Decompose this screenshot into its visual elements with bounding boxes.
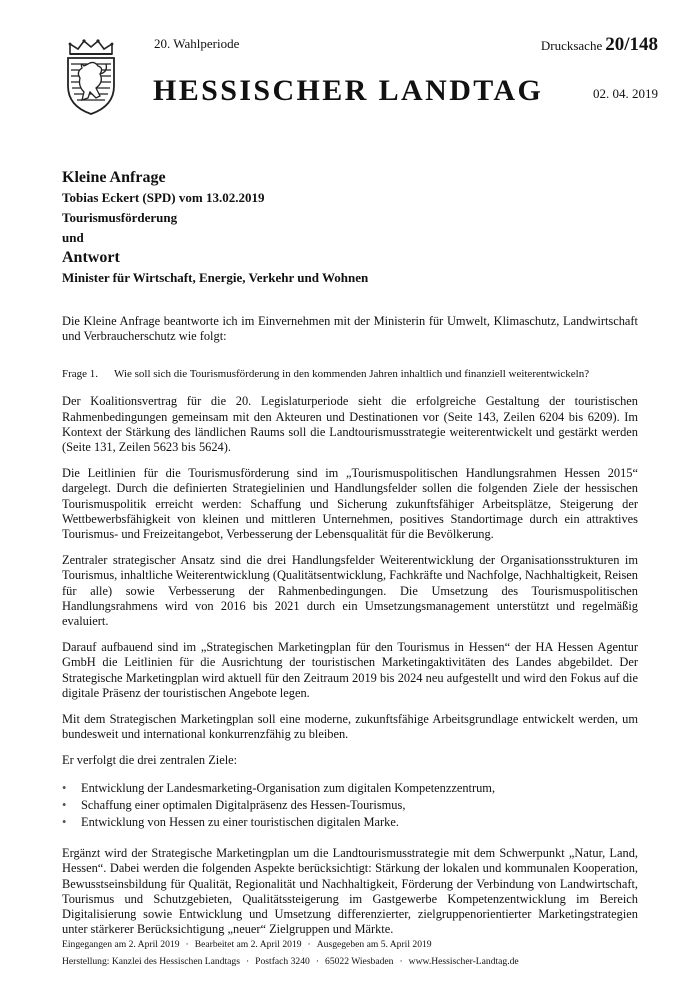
footer-separator: · (307, 939, 311, 950)
hessen-coat-of-arms-icon (62, 38, 120, 116)
answer-label: Antwort (62, 249, 120, 266)
footer-publisher (62, 953, 642, 970)
footer-separator: · (315, 956, 320, 967)
footer-eingegangen: Eingegangen am 2. April 2019 (62, 939, 180, 950)
footer-herstellung: Herstellung: Kanzlei des Hessischen Landtags (62, 956, 240, 967)
document-type: Kleine Anfrage (62, 169, 166, 186)
footer-web-link[interactable]: www.Hessischer-Landtag.de (408, 956, 519, 967)
drucksache (541, 34, 658, 56)
paragraph: Der Koalitionsvertrag für die 20. Legislaturperiode sieht die erfolgreiche Gestaltung der touristischen Rahmenbedingungen gemeinsam mit den Akteuren und Destinationen vor (Seite 143, Zeilen 6204 bis 6209). Im Kontext der Stärkung des ländlichen Raums soll die Landtourismusstrategie weiterentwickelt und gestärkt werden (Seite 131, Zeilen 5623 bis 5624). (62, 394, 638, 455)
footer-separator: · (399, 956, 403, 967)
paragraph: Die Leitlinien für die Tourismusförderung sind im „Tourismuspolitischen Handlungsrahmen Hessen 2015“ dargelegt. Durch die definierten Strategielinien und Handlungsfelder sollen die folgenden Ziele der hessischen Tourismuspolitik erreicht werden: Schaffung und Sicherung zukunftsfähiger Arbeitsplätze, Steigerung der Wettbewerbsfähigkeit von kleinen und mittleren Unternehmen, positives Standortimage durch ein attraktives Tourismus- und Freizeitangebot, Verbesserung der Lebensqualität für die Bevölkerung. (62, 466, 638, 542)
footer-ausgegeben: Ausgegeben am 5. April 2019 (316, 939, 432, 950)
und-label: und (62, 230, 84, 245)
paragraph: Darauf aufbauend sind im „Strategischen Marketingplan für den Tourismus in Hessen“ der HA Hessen Agentur GmbH die Leitlinien für die Ausrichtung der touristischen Marketingaktivitäten des Landes abgebildet. Der Strategische Marketingplan wird aktuell für den Zeitraum 2019 bis 2024 neu aufgestellt und wird den Fokus auf die digitale Präsenz der touristischen Angebote legen. (62, 640, 638, 700)
drucksache-label: Drucksache (540, 38, 603, 53)
ministry: Minister für Wirtschaft, Energie, Verkehr und Wohnen (62, 270, 369, 285)
intro-paragraph: Die Kleine Anfrage beantworte ich im Einvernehmen mit der Ministerin für Umwelt, Klimaschutz, Landwirtschaft und Verbraucherschutz wie folgt: (62, 314, 638, 344)
question-text: Wie soll sich die Tourismusförderung in den kommenden Jahren inhaltlich und finanziell weiterentwickeln? (114, 368, 590, 381)
document-heading (62, 168, 642, 288)
wahlperiode: 20. Wahlperiode (154, 36, 240, 51)
document-date: 02. 04. 2019 (593, 86, 658, 101)
drucksache-number: 20/148 (605, 34, 658, 55)
footer-dates (62, 936, 642, 953)
footer-postfach: Postfach 3240 (255, 956, 310, 967)
closing-paragraph: Ergänzt wird der Strategische Marketingplan um die Landtourismusstrategie mit dem Schwerpunkt „Natur, Land, Hessen“. Dabei werden die folgenden Aspekte berücksichtigt: Stärkung der lokalen und kommunalen Kooperation, Bewusstseinsbildung für Qualität, Regionalität und Nachhaltigkeit, Förderung der Verbindung von Landwirtschaft, Tourismus und Schutzgebieten, Qualitätssteigerung im Gastgewerbe Kompetenzentwicklung im Bereich Digitalisierung sowie Entwicklung und Umsetzung differenzierter, zielgruppenorientierter Marketingstrategien unter stärkerer Berücksichtigung „neuer“ Zielgruppen und Märkte. (62, 846, 638, 937)
page-title: HESSISCHER LANDTAG (153, 74, 544, 107)
footer-separator: · (245, 956, 250, 967)
paragraph: Mit dem Strategischen Marketingplan soll eine moderne, zukunftsfähige Arbeitsgrundlage entwickelt werden, um bundesweit und international konkurrenzfähig zu bleiben. (62, 712, 638, 742)
paragraph: Er verfolgt die drei zentralen Ziele: (62, 753, 238, 768)
document-author: Tobias Eckert (SPD) vom 13.02.2019 (62, 190, 265, 205)
document-body (62, 314, 638, 949)
footer-separator: · (185, 939, 189, 950)
question (62, 368, 638, 381)
list-item: • Entwicklung von Hessen zu einer touristischen digitalen Marke. (62, 815, 638, 830)
footer-ort: 65022 Wiesbaden (325, 956, 394, 967)
footer-bearbeitet: Bearbeitet am 2. April 2019 (194, 939, 302, 950)
paragraph: Zentraler strategischer Ansatz sind die drei Handlungsfelder Weiterentwicklung der Organisationsstrukturen im Tourismus, inhaltliche Weiterentwicklung (Qualitätsentwicklung, Fachkräfte und Nachfolge, Nachhaltigkeit, Reisen für alle) sowie Verbesserung der Rahmenbedingungen. Die Umsetzung des Tourismuspolitischen Handlungsrahmens wird von 2016 bis 2021 durch ein Umsetzungsmanagement unterstützt und regelmäßig evaluiert. (62, 553, 638, 629)
footer (62, 936, 642, 970)
question-label: Frage 1. (62, 368, 99, 381)
document-subject: Tourismusförderung (62, 210, 178, 225)
goals-list (62, 781, 638, 831)
list-item: • Schaffung einer optimalen Digitalpräsenz des Hessen-Tourismus, (62, 798, 638, 813)
list-item: • Entwicklung der Landesmarketing-Organisation zum digitalen Kompetenzzentrum, (62, 781, 638, 796)
